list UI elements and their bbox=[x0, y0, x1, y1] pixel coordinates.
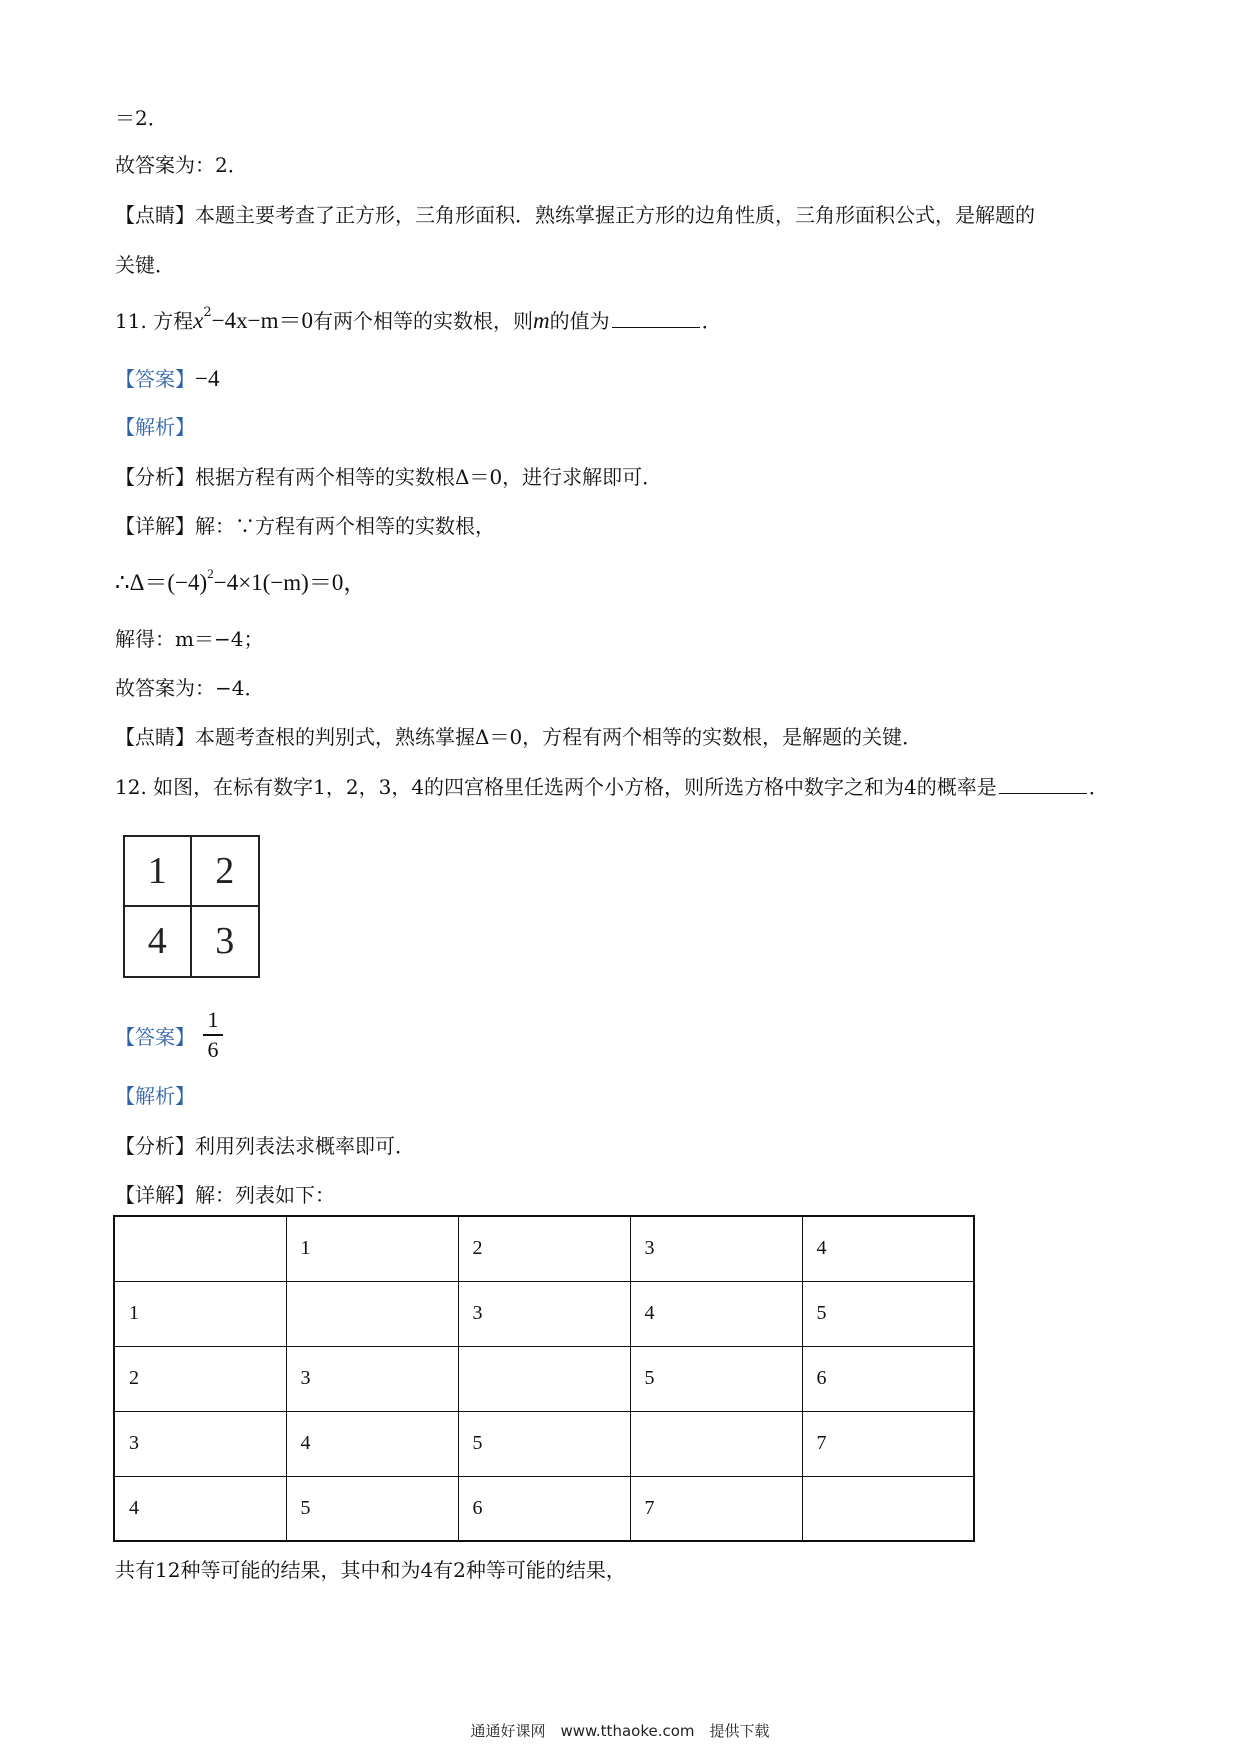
conclusion-12: 共有12种等可能的结果，其中和为4有2种等可能的结果， bbox=[115, 1558, 626, 1582]
table-cell bbox=[630, 1411, 802, 1476]
table-cell: 5 bbox=[802, 1281, 974, 1346]
table-cell: 5 bbox=[286, 1476, 458, 1541]
table-cell: 4 bbox=[286, 1411, 458, 1476]
table-cell: 4 bbox=[802, 1216, 974, 1281]
table-row bbox=[114, 1281, 974, 1346]
table-cell bbox=[286, 1281, 458, 1346]
grid-cell: 4 bbox=[125, 907, 192, 977]
q11-var-m: m bbox=[533, 308, 550, 333]
delta-part-a: ∴Δ＝(−4) bbox=[115, 570, 208, 595]
table-cell: 6 bbox=[802, 1346, 974, 1411]
line-result: ＝2． bbox=[115, 106, 168, 130]
table-cell: 3 bbox=[114, 1411, 286, 1476]
table-cell: 4 bbox=[114, 1476, 286, 1541]
q11-number: 11. 方程 bbox=[115, 309, 194, 333]
dianjing-11: 【点睛】本题考查根的判别式，熟练掌握Δ＝0，方程有两个相等的实数根，是解题的关键． bbox=[115, 725, 923, 749]
sum-table bbox=[113, 1215, 975, 1542]
answer-value: −4 bbox=[195, 366, 220, 391]
xiangjie-11: 【详解】解：∵方程有两个相等的实数根， bbox=[115, 514, 495, 538]
table-cell: 3 bbox=[458, 1281, 630, 1346]
answer-blank bbox=[612, 309, 700, 328]
q11-exponent: 2 bbox=[203, 305, 212, 320]
q12-end: ． bbox=[1088, 775, 1109, 799]
table-cell: 7 bbox=[630, 1476, 802, 1541]
fenxi-11: 【分析】根据方程有两个相等的实数根Δ＝0，进行求解即可． bbox=[115, 465, 663, 489]
table-row bbox=[114, 1346, 974, 1411]
table-cell bbox=[458, 1346, 630, 1411]
delta-equation bbox=[115, 568, 366, 598]
q11-tail: 的值为 bbox=[549, 309, 610, 333]
line-comment-prev-cont: 关键． bbox=[115, 253, 175, 277]
table-cell: 7 bbox=[802, 1411, 974, 1476]
table-cell: 3 bbox=[286, 1346, 458, 1411]
number-grid-figure bbox=[123, 835, 260, 978]
fraction-bar bbox=[203, 1034, 223, 1036]
q11-expression: −4x−m＝0 bbox=[211, 308, 314, 333]
question-12 bbox=[115, 772, 1109, 802]
table-cell: 1 bbox=[114, 1281, 286, 1346]
table-cell: 5 bbox=[458, 1411, 630, 1476]
table-cell bbox=[802, 1476, 974, 1541]
solve-11: 解得：m＝−4； bbox=[115, 627, 264, 651]
answer-11 bbox=[115, 364, 219, 394]
q11-end: ． bbox=[701, 309, 722, 333]
footer-source: 通通好课网 www.tthaoke.com 提供下载 bbox=[470, 1722, 770, 1740]
q12-text: 12. 如图，在标有数字1，2，3，4的四宫格里任选两个小方格，则所选方格中数字之和为4的概率是 bbox=[115, 775, 997, 799]
table-row bbox=[114, 1476, 974, 1541]
question-11 bbox=[115, 306, 722, 336]
line-comment-prev: 【点睛】本题主要考查了正方形，三角形面积．熟练掌握正方形的边角性质，三角形面积公式，是解题的 bbox=[115, 203, 1035, 227]
table-cell: 4 bbox=[630, 1281, 802, 1346]
table-cell: 5 bbox=[630, 1346, 802, 1411]
table-row bbox=[114, 1216, 974, 1281]
xiangjie-12: 【详解】解：列表如下： bbox=[115, 1183, 335, 1207]
grid-cell: 1 bbox=[125, 837, 192, 907]
table-cell: 2 bbox=[114, 1346, 286, 1411]
q11-text: 有两个相等的实数根，则 bbox=[313, 309, 534, 333]
answer-tag: 【答案】 bbox=[115, 367, 195, 391]
table-cell: 1 bbox=[286, 1216, 458, 1281]
table-cell: 6 bbox=[458, 1476, 630, 1541]
q11-var-x: x bbox=[193, 308, 204, 333]
fenxi-12: 【分析】利用列表法求概率即可． bbox=[115, 1134, 415, 1158]
answer-fraction bbox=[203, 1008, 223, 1062]
delta-exponent: 2 bbox=[207, 566, 214, 581]
answer-blank bbox=[999, 775, 1087, 794]
fraction-denominator: 6 bbox=[207, 1036, 219, 1062]
delta-part-b: −4×1(−m)＝0， bbox=[213, 570, 367, 595]
line-answer-prev: 故答案为：2． bbox=[115, 153, 248, 177]
table-cell bbox=[114, 1216, 286, 1281]
table-row bbox=[114, 1411, 974, 1476]
grid-cell: 2 bbox=[192, 837, 259, 907]
analysis-tag-12: 【解析】 bbox=[115, 1084, 195, 1108]
final-11: 故答案为：−4． bbox=[115, 676, 265, 700]
fraction-numerator: 1 bbox=[207, 1007, 219, 1032]
grid-cell: 3 bbox=[215, 920, 235, 963]
table-cell: 2 bbox=[458, 1216, 630, 1281]
answer-12-tag: 【答案】 bbox=[115, 1025, 195, 1049]
analysis-tag-11: 【解析】 bbox=[115, 415, 195, 439]
table-cell: 3 bbox=[630, 1216, 802, 1281]
